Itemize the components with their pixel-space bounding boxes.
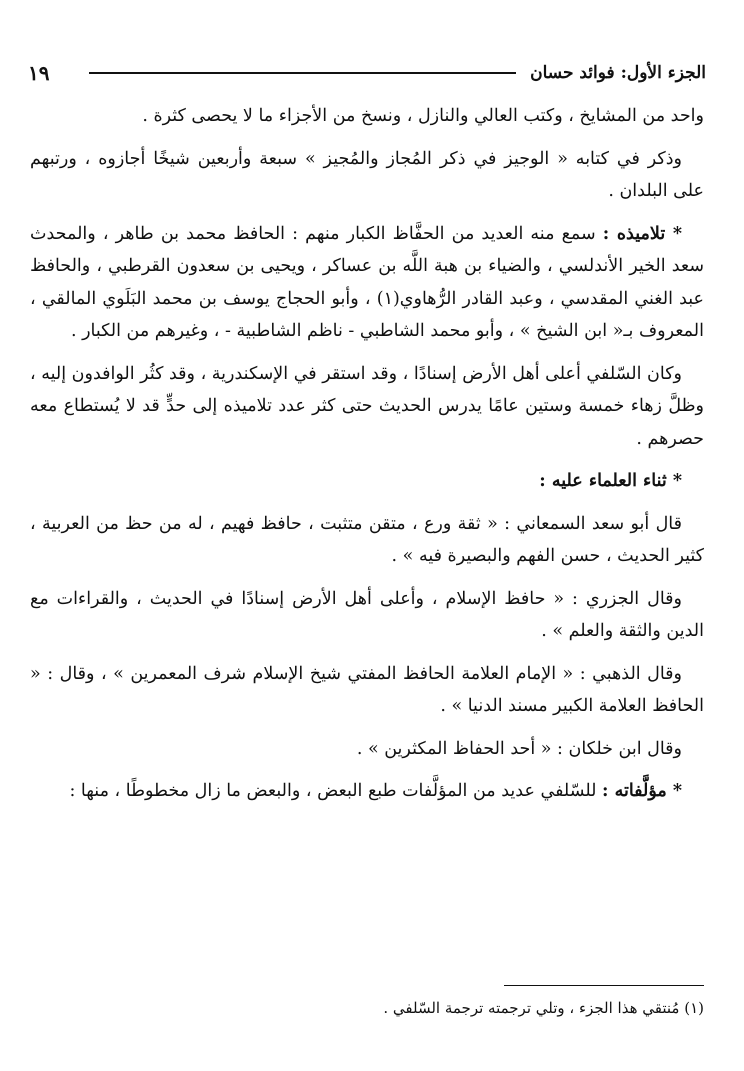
paragraph-students [30,218,704,348]
running-title: الجزء الأول: فوائد حسان [530,63,706,83]
page-header [28,58,706,88]
students-text: سمع منه العديد من الحفَّاظ الكبار منهم : الحافظ محمد بن طاهر ، والمحدث سعد الخير الأندلسي ، والضياء بن هبة اللَّه بن عساكر ، ويحيى بن سعدون القرطبي ، والحافظ عبد الغني المقدسي ، وعبد القادر الرُّهاوي(١) ، وأبو الحجاج يوسف بن محمد البَلَوي المالقي ، المعروف بـ« ابن الشيخ » ، وأبو محمد الشاطبي - ناظم الشاطبية - ، وغيرهم من الكبار . [30,223,705,341]
header-rule [89,72,516,74]
page-number: ١٩ [28,61,50,85]
footnote-rule [504,985,704,986]
page-body [30,100,704,818]
section-heading-students: * تلاميذه : [602,223,682,244]
section-heading-works: * مؤلَّفاته : [602,781,682,801]
paragraph-samani: قال أبو سعد السمعاني : « ثقة ورع ، متقن متثبت ، حافظ فهيم ، له من حظ من العربية ، كثير الحديث ، حسن الفهم والبصيرة فيه » . [30,513,704,566]
footnote: (١) مُنتقي هذا الجزء ، وتلي ترجمته ترجمة السّلفي . [383,999,704,1017]
paragraph-khallikan: وقال ابن خلكان : « أحد الحفاظ المكثرين » . [356,738,682,759]
paragraph-2: وذكر في كتابه « الوجيز في ذكر المُجاز والمُجيز » سبعة وأربعين شيخًا أجازوه ، ورتبهم على البلدان . [30,148,704,201]
section-heading-praise: * ثناء العلماء عليه : [539,471,682,491]
paragraph-4: وكان السّلفي أعلى أهل الأرض إسنادًا ، وقد استقر في الإسكندرية ، وقد كثُر الوافدون إليه ، وظلَّ زهاء خمسة وستين عامًا يدرس الحديث حتى كثر عدد تلاميذه إلى حدٍّ قد لا يُستطاع معه حصرهم . [30,363,704,449]
paragraph-praise-heading [30,465,704,498]
paragraph-works [30,775,704,808]
paragraph-dhahabi: وقال الذهبي : « الإمام العلامة الحافظ المفتي شيخ الإسلام شرف المعمرين » ، وقال : « الحافظ العلامة الكبير مسند الدنيا » . [30,663,704,716]
paragraph-jazari: وقال الجزري : « حافظ الإسلام ، وأعلى أهل الأرض إسنادًا في الحديث ، والقراءات مع الدين والثقة والعلم » . [30,588,704,641]
works-text: للسّلفي عديد من المؤلَّفات طبع البعض ، والبعض ما زال مخطوطًا ، منها : [69,781,603,801]
paragraph-1: واحد من المشايخ ، وكتب العالي والنازل ، ونسخ من الأجزاء ما لا يحصى كثرة . [142,106,704,126]
